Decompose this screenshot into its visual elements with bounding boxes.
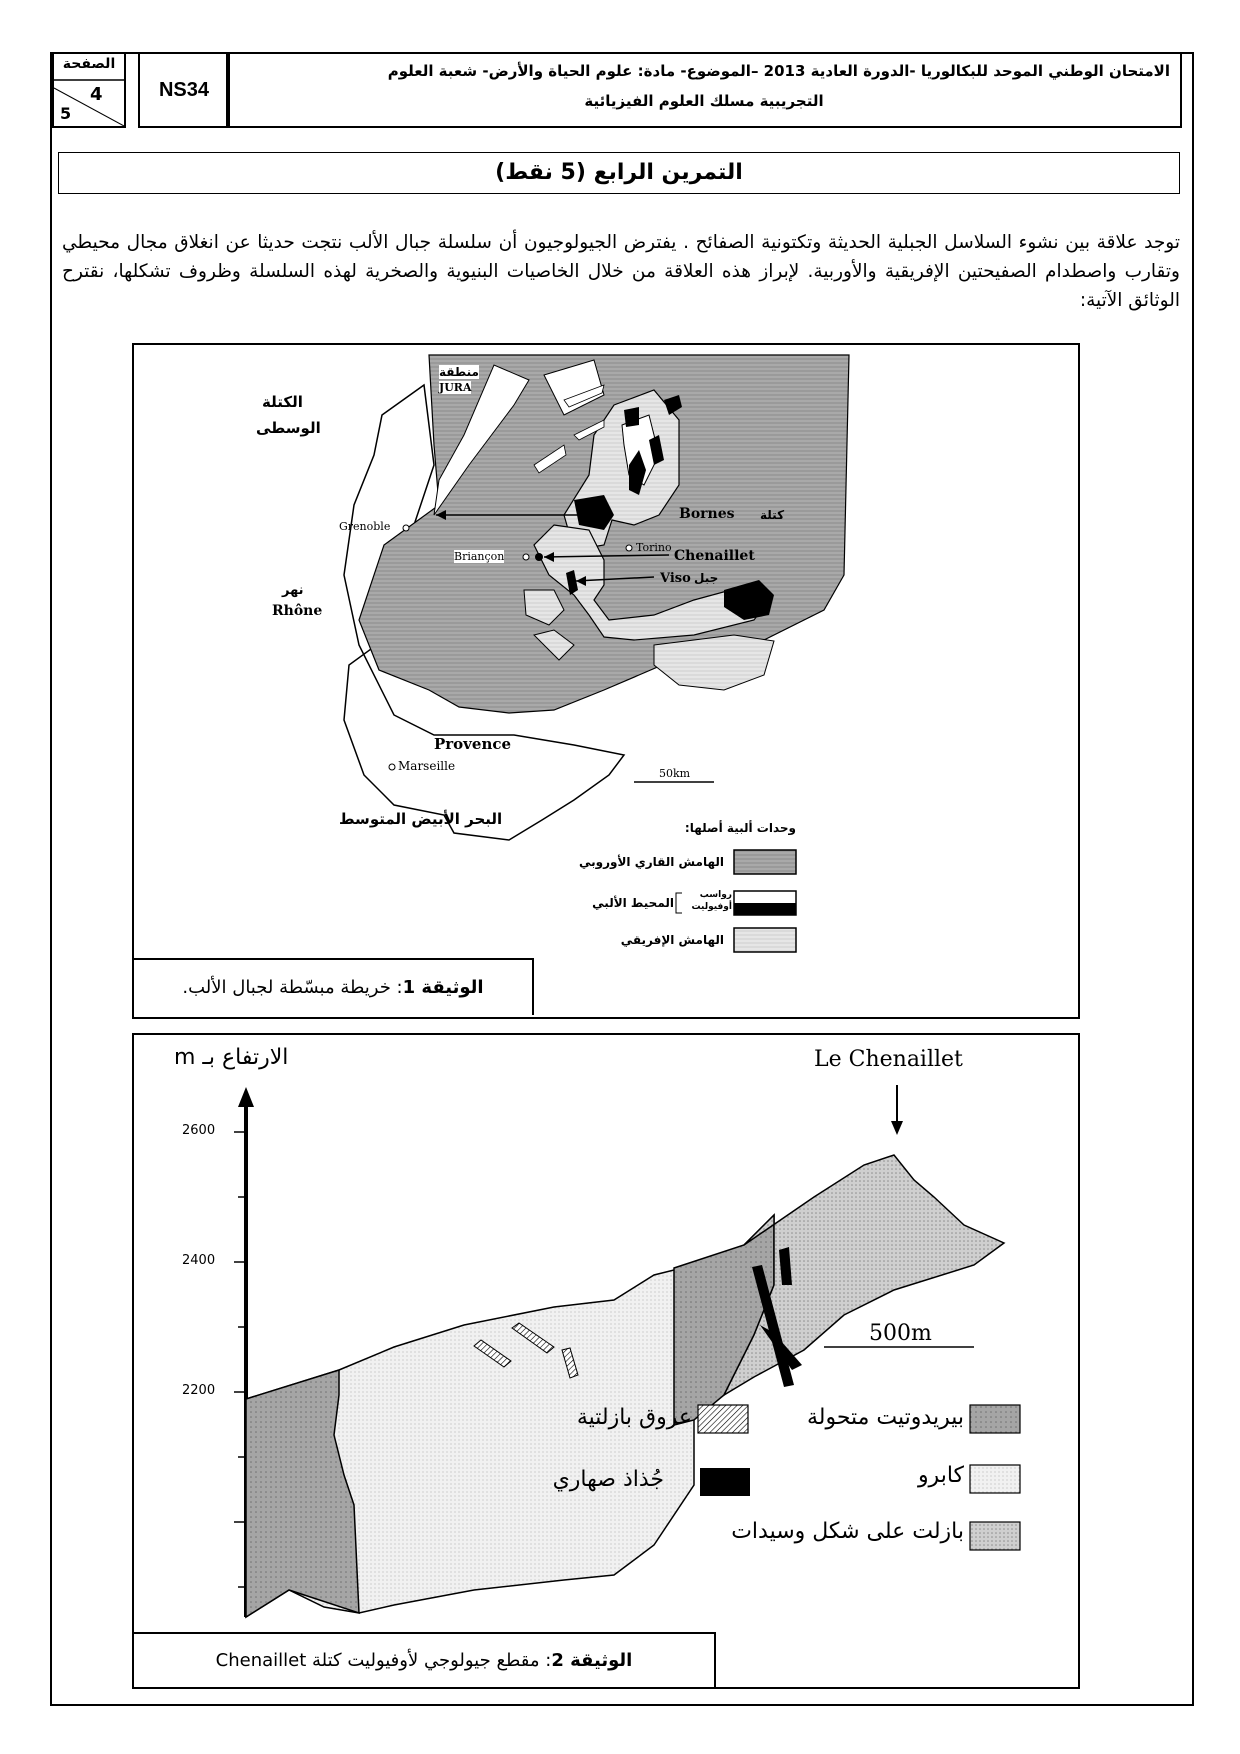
- legend-pillow-swatch: [970, 1522, 1020, 1550]
- legend-ocean-label: المحيط الألبي: [592, 896, 674, 910]
- legend-gabbro-label: كابرو: [917, 1463, 964, 1488]
- legend-vein-label: عروق بازلتية: [576, 1405, 692, 1430]
- legend-african-label: الهامش الإفريقي: [620, 933, 724, 947]
- tick-2200: 2200: [182, 1383, 216, 1398]
- axis-label: الارتفاع بـ m: [174, 1045, 289, 1070]
- doc2-section-figure: [132, 1033, 1080, 1689]
- label-chenaillet: Chenaillet: [674, 548, 755, 564]
- label-grenoble: Grenoble: [339, 520, 391, 533]
- label-rhone: Rhône: [272, 603, 323, 619]
- legend-ophiolites-label: أوفيوليت: [691, 902, 732, 912]
- torino-marker: [626, 545, 632, 551]
- doc1-caption-bold: الوثيقة 1: [402, 977, 484, 998]
- grenoble-marker: [403, 525, 409, 531]
- page-label: الصفحة: [62, 56, 116, 72]
- legend-gabbro-swatch: [970, 1465, 1020, 1493]
- doc1-map-figure: [132, 343, 1080, 1019]
- label-marseille: Marseille: [398, 759, 456, 773]
- label-scale: 50km: [659, 767, 691, 780]
- label-rhone-ar: نهر: [282, 583, 304, 598]
- label-bornes-ar: كتلة: [760, 508, 785, 522]
- page-number-box: [52, 52, 126, 128]
- label-bornes: Bornes: [679, 506, 735, 522]
- header-title-box: [226, 52, 1182, 128]
- tick-2400: 2400: [182, 1253, 216, 1268]
- exercise-title: التمرين الرابع (5 نقط): [58, 152, 1180, 194]
- label-provence: Provence: [434, 735, 512, 753]
- doc1-caption-text: : خريطة مبسّطة لجبال الألب.: [182, 977, 403, 998]
- legend-african-swatch: [734, 928, 796, 952]
- doc2-caption-text: : مقطع جيولوجي لأوفيوليت كتلة Chenaillet: [215, 1650, 552, 1671]
- label-sea: البحر الأبيض المتوسط: [339, 810, 503, 828]
- page-total: 5: [60, 104, 72, 123]
- label-viso: Viso: [660, 571, 691, 586]
- legend-european-swatch: [734, 850, 796, 874]
- ophiolite-chenaillet: [535, 553, 543, 561]
- label-jura-ar: منطقة: [439, 365, 479, 379]
- doc2-caption-bold: الوثيقة 2: [551, 1650, 633, 1671]
- exam-code-box: [138, 52, 230, 128]
- exam-code: NS34: [158, 79, 210, 101]
- doc2-caption: [134, 1632, 716, 1687]
- label-viso-ar: جبل: [694, 571, 719, 585]
- site-label: Le Chenaillet: [814, 1047, 963, 1072]
- legend-dike-label: جُذاذ صهاري: [552, 1467, 664, 1492]
- legend-peridotite-label: بيريدوتيت متحولة: [806, 1405, 964, 1430]
- label-jura: JURA: [439, 381, 472, 394]
- page-current: 4: [90, 84, 103, 105]
- label-central-massif-2: الوسطى: [256, 419, 321, 437]
- tick-2600: 2600: [182, 1123, 216, 1138]
- label-central-massif-1: الكتلة: [262, 393, 303, 411]
- header-line-1: الامتحان الوطني الموحد للبكالوريا -الدورة العادية 2013 –الموضوع- مادة: علوم الحياة والأرض- شعبة العلوم: [387, 62, 1170, 80]
- briancon-marker: [523, 554, 529, 560]
- label-torino: Torino: [636, 541, 672, 554]
- legend-pillow-label: بازلت على شكل وسيدات: [731, 1519, 964, 1544]
- legend-peridotite-swatch: [970, 1405, 1020, 1433]
- header-line-2: التجريبية مسلك العلوم الفيزيائية: [584, 92, 824, 110]
- label-briancon: Briançon: [454, 550, 505, 563]
- marseille-marker: [389, 764, 395, 770]
- intro-paragraph: توجد علاقة بين نشوء السلاسل الجبلية الحديثة وتكتونية الصفائح . يفترض الجيولوجيون أن سلسلة جبال الألب نتجت حديثا عن انغلاق مجال محيطي وتقارب واصطدام الصفيحتين الإفريقية والأوربية. لإبراز هذه العلاقة من خلال الخاصيات البنيوية والصخرية لهذه السلسلة وظروف تشكلها، نقترح الوثائق الآتية:: [62, 232, 1180, 311]
- doc1-caption: [134, 958, 534, 1015]
- legend-title: وحدات ألبية أصلها:: [684, 821, 796, 835]
- legend-sediments-label: رواسب: [699, 890, 732, 900]
- legend-european-label: الهامش القاري الأوروبي: [579, 855, 724, 869]
- legend-dike-swatch: [700, 1468, 750, 1496]
- section-scale-label: 500m: [869, 1321, 932, 1346]
- legend-vein-swatch: [698, 1405, 748, 1433]
